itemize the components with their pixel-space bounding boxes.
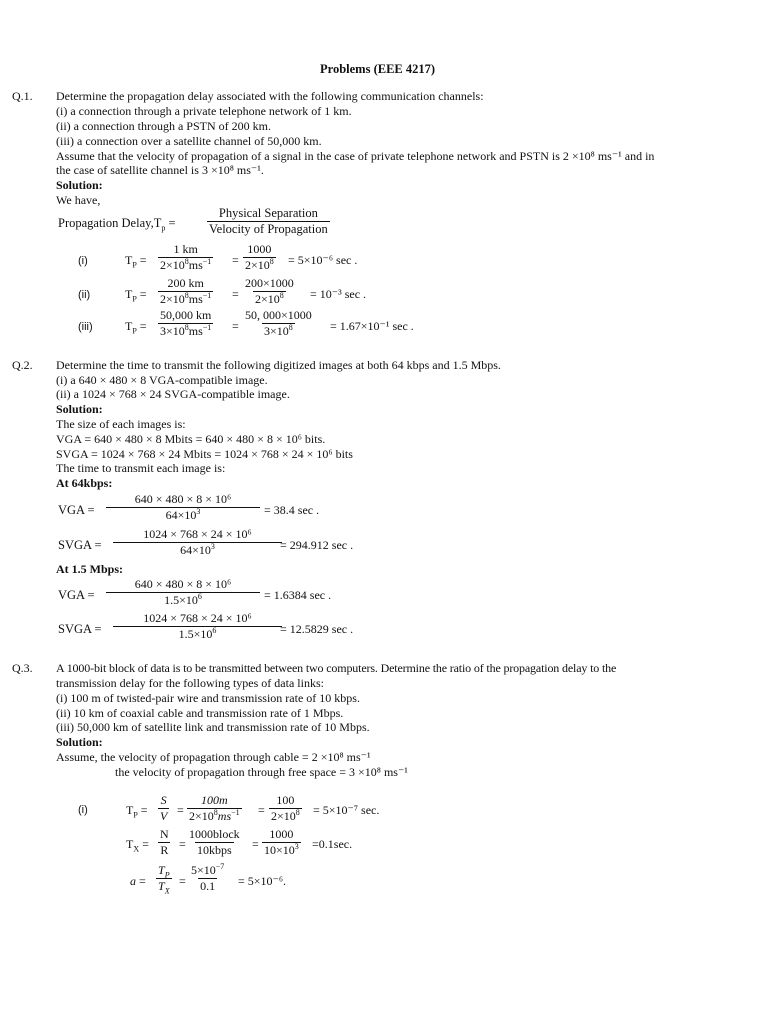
q2-vga64-fraction <box>106 493 260 522</box>
q1-row-i-frac2 <box>243 243 276 272</box>
page-title: Problems (EEE 4217) <box>320 62 436 76</box>
q2-solution-heading: Solution: <box>56 402 103 416</box>
q3-a-den1: $T_X$ <box>158 879 170 896</box>
q3-tp-eq2: = <box>258 803 265 817</box>
q2-at-64kbps: At 64kbps: <box>56 476 113 490</box>
q1-we-have: We have, <box>56 193 101 207</box>
q1-row-iii-den2: $3\times 10^8$ <box>264 323 293 338</box>
q3-row-i-label: (i) <box>78 804 88 816</box>
q1-solution-heading: Solution: <box>56 178 103 192</box>
q2-svga15-denominator: $1.5\times 10^6$ <box>113 626 282 641</box>
q3-tp-symbol: $T_P$ = <box>126 803 148 820</box>
q1-assumption-2: the case of satellite channel is 3 ×10⁸ ms⁻¹. <box>56 163 264 177</box>
q3-assumption-free-space: the velocity of propagation through free space = 3 ×10⁸ ms⁻¹ <box>115 765 408 779</box>
q1-row-i-den2: $2\times 10^8$ <box>245 257 274 272</box>
q1-row-iii-tp: $T_P$ = <box>125 319 147 336</box>
q2-item-2: (ii) a 1024 × 768 × 24 SVGA-compatible image. <box>56 387 290 401</box>
q3-tp-result: = 5×10⁻⁷ sec. <box>313 803 380 817</box>
q1-row-ii-den2: $2\times 10^8$ <box>255 291 284 306</box>
q3-a-den2: 0.1 <box>200 879 216 893</box>
q1-row-ii-frac1 <box>158 277 213 306</box>
q3-tp-den1: V <box>160 809 168 823</box>
q1-formula-lhs: Propagation $Delay,T_p$ = <box>58 216 176 233</box>
q1-row-ii-eq: = <box>232 287 239 301</box>
q3-question-line-2: transmission delay for the following types of data links: <box>56 676 324 690</box>
q1-formula-denominator: Velocity of Propagation <box>209 222 328 236</box>
q3-item-3: (iii) 50,000 km of satellite link and transmission rate of 10 Mbps. <box>56 720 370 734</box>
q2-svga64-denominator: $64\times 10^3$ <box>113 542 282 557</box>
q1-row-ii-frac2 <box>243 277 296 306</box>
q2-vga64-label: VGA = <box>58 503 95 517</box>
q1-row-ii-den1: $2\times 10^8ms^{-1}$ <box>160 291 212 306</box>
q1-row-i-eq: = <box>232 253 239 267</box>
q3-tx-num2: 1000block <box>189 827 240 841</box>
q2-vga15-result: = 1.6384 sec . <box>264 588 332 602</box>
q1-row-iii-num2: 50, 000×1000 <box>245 308 312 322</box>
q3-tp-num2: 100m <box>200 793 228 807</box>
q3-tp-frac1 <box>158 794 169 823</box>
q3-tp-frac3 <box>269 794 302 823</box>
q1-formula-numerator: Physical Separation <box>218 206 318 220</box>
q2-vga15-denominator: $1.5\times 10^6$ <box>106 592 260 607</box>
q3-a-frac2 <box>189 864 226 893</box>
q2-svga-size: SVGA = 1024 × 768 × 24 Mbits = 1024 × 768 × 24 × 10⁶ bits <box>56 447 353 461</box>
q2-svga64-fraction <box>113 528 282 557</box>
q2-item-1: (i) a 640 × 480 × 8 VGA-compatible image. <box>56 373 268 387</box>
q3-tx-num1: N <box>160 827 169 841</box>
q2-size-intro: The size of each images is: <box>56 417 186 431</box>
q3-number: Q.3. <box>12 661 33 675</box>
q3-a-num2: $5\times 10^{-7}$ <box>191 862 225 877</box>
q1-item-3: (iii) a connection over a satellite channel of 50,000 km. <box>56 134 322 148</box>
q1-number: Q.1. <box>12 89 33 103</box>
q3-tp-den3: $2\times 10^8$ <box>271 808 300 823</box>
q3-tx-eq2: = <box>252 837 259 851</box>
q1-row-i-label: (i) <box>78 255 88 267</box>
q2-svga15-numerator: 1024 × 768 × 24 × 10⁶ <box>143 611 252 625</box>
q3-tx-frac3 <box>262 828 301 857</box>
q1-item-1: (i) a connection through a private telephone network of 1 km. <box>56 104 352 118</box>
q1-row-ii-num2: 200×1000 <box>245 276 294 290</box>
q3-a-result: = 5×10⁻⁶. <box>238 874 287 888</box>
q2-vga15-numerator: 640 × 480 × 8 × 10⁶ <box>134 577 232 591</box>
q3-tx-frac2 <box>187 828 242 857</box>
q1-row-ii-label: (ii) <box>78 289 91 301</box>
q1-formula-fraction <box>207 207 330 236</box>
q1-row-i-frac1 <box>158 243 213 272</box>
q3-a-symbol: a = <box>130 874 146 888</box>
q2-svga15-label: SVGA = <box>58 622 102 636</box>
q1-row-i-num1: 1 km <box>173 242 198 256</box>
q3-item-1: (i) 100 m of twisted-pair wire and transmission rate of 10 kbps. <box>56 691 360 705</box>
q2-question: Determine the time to transmit the following digitized images at both 64 kbps and 1.5 Mbps. <box>56 358 501 372</box>
q2-svga64-label: SVGA = <box>58 538 102 552</box>
q2-vga64-numerator: 640 × 480 × 8 × 10⁶ <box>134 492 232 506</box>
q3-tx-symbol: $T_X$ = <box>126 837 149 854</box>
q1-row-iii-eq: = <box>232 319 239 333</box>
q2-at-1-5mbps: At 1.5 Mbps: <box>56 562 124 576</box>
q2-vga64-denominator: $64\times 10^3$ <box>106 507 260 522</box>
q1-row-i-result: = 5×10⁻⁶ sec . <box>288 253 358 267</box>
q1-row-iii-result: = 1.67×10⁻¹ sec . <box>330 319 414 333</box>
q3-question-line-1: A 1000-bit block of data is to be transmitted between two computers. Determine the ratio of the propagation delay to the <box>56 661 617 675</box>
q2-vga15-fraction <box>106 578 260 607</box>
q1-row-ii-num1: 200 km <box>167 276 204 290</box>
q3-tp-num3: 100 <box>276 793 295 807</box>
q3-assumption-cable: Assume, the velocity of propagation through cable = 2 ×10⁸ ms⁻¹ <box>56 750 371 764</box>
q1-row-ii-result: = 10⁻³ sec . <box>310 287 367 301</box>
q3-solution-heading: Solution: <box>56 735 103 749</box>
q1-question: Determine the propagation delay associated with the following communication channels: <box>56 89 484 103</box>
q3-tp-eq1: = <box>177 803 184 817</box>
q3-tp-num1: S <box>160 793 167 807</box>
q1-row-ii-tp: $T_P$ = <box>125 287 147 304</box>
q1-row-iii-frac2 <box>243 309 314 338</box>
q2-vga-size: VGA = 640 × 480 × 8 Mbits = 640 × 480 × 8 × 10⁶ bits. <box>56 432 326 446</box>
q3-tx-frac1 <box>158 828 171 857</box>
q2-svga15-fraction <box>113 612 282 641</box>
q2-svga64-numerator: 1024 × 768 × 24 × 10⁶ <box>143 527 252 541</box>
q2-time-intro: The time to transmit each image is: <box>56 461 226 475</box>
q3-tx-den1: R <box>160 843 169 857</box>
q1-row-i-num2: 1000 <box>247 242 272 256</box>
q1-row-i-tp: $T_P$ = <box>125 253 147 270</box>
q1-item-2: (ii) a connection through a PSTN of 200 km. <box>56 119 271 133</box>
q1-row-i-den1: $2\times 10^8ms^{-1}$ <box>160 257 212 272</box>
q1-assumption-1: Assume that the velocity of propagation of a signal in the case of private telephone network and PSTN is 2 ×10⁸ ms⁻¹ and in <box>56 149 655 163</box>
q3-tx-result: =0.1sec. <box>312 837 353 851</box>
q3-tp-frac2 <box>187 794 242 823</box>
q2-svga15-result: = 12.5829 sec . <box>280 622 354 636</box>
q3-a-frac1 <box>156 863 172 896</box>
q1-row-iii-frac1 <box>158 309 213 338</box>
q3-a-num1: $T_P$ <box>158 863 170 880</box>
q1-row-iii-den1: $3\times 10^8ms^{-1}$ <box>160 323 212 338</box>
q3-a-eq1: = <box>179 874 186 888</box>
q3-tx-num3: 1000 <box>269 827 294 841</box>
q3-tx-den2: 10kbps <box>197 843 232 857</box>
q3-tx-eq1: = <box>179 837 186 851</box>
q2-number: Q.2. <box>12 358 33 372</box>
q3-tp-den2: $2\times 10^8ms^{-1}$ <box>189 808 240 823</box>
q1-row-iii-num1: 50,000 km <box>160 308 212 322</box>
q2-vga64-result: = 38.4 sec . <box>264 503 320 517</box>
q3-item-2: (ii) 10 km of coaxial cable and transmission rate of 1 Mbps. <box>56 706 344 720</box>
q2-svga64-result: = 294.912 sec . <box>280 538 354 552</box>
q3-tx-den3: $10\times 10^3$ <box>264 842 299 857</box>
q2-vga15-label: VGA = <box>58 588 95 602</box>
q1-row-iii-label: (iii) <box>78 321 93 333</box>
